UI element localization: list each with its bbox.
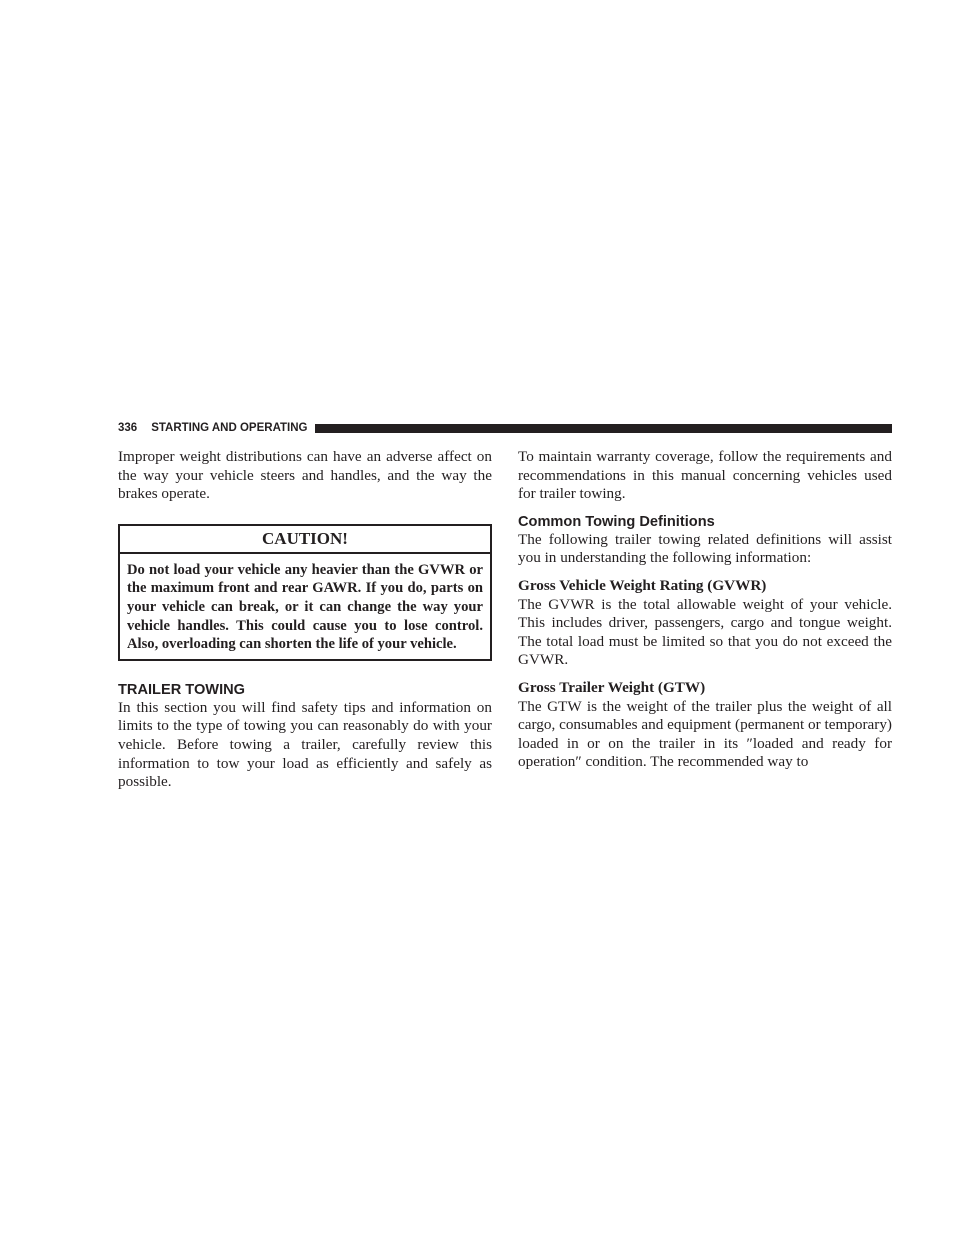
intro-paragraph: Improper weight distributions can have an adverse affect on the way your vehicle steers and handles, and the way the brakes operate.	[118, 448, 492, 503]
definitions-heading: Common Towing Definitions	[518, 513, 715, 530]
page-header	[118, 419, 892, 437]
left-column	[118, 448, 492, 792]
header-rule	[315, 424, 893, 433]
page-number: 336	[118, 422, 138, 434]
definitions-paragraph: The following trailer towing related definitions will assist you in understanding the following information:	[518, 530, 892, 567]
trailer-towing-paragraph: In this section you will find safety tips and information on limits to the type of towing you can reasonably do with your vehicle. Before towing a trailer, carefully review this information to tow your load as efficiently and safely as possible.	[118, 698, 492, 791]
gvwr-heading: Gross Vehicle Weight Rating (GVWR)	[518, 576, 767, 594]
trailer-towing-heading: TRAILER TOWING	[118, 681, 246, 698]
gtw-heading: Gross Trailer Weight (GTW)	[518, 678, 706, 696]
caution-box	[118, 524, 492, 661]
gvwr-paragraph: The GVWR is the total allowable weight of your vehicle. This includes driver, passengers, cargo and tongue weight. The total load must be limited so that you do not exceed the GVWR.	[518, 595, 892, 669]
warranty-paragraph: To maintain warranty coverage, follow the requirements and recommendations in this manual concerning vehicles used for trailer towing.	[518, 448, 892, 503]
caution-title: CAUTION!	[120, 526, 490, 554]
section-title: STARTING AND OPERATING	[151, 422, 308, 434]
gtw-paragraph: The GTW is the weight of the trailer plus the weight of all cargo, consumables and equipment (permanent or temporary) loaded in or on the trailer in its ″loaded and ready for operation″ condition. The recommended way to	[518, 697, 892, 771]
caution-text: Do not load your vehicle any heavier than the GVWR or the maximum front and rear GAWR. If you do, parts on your vehicle can break, or it can change the way your vehicle handles. This could cause you to lose control. Also, overloading can shorten the life of your vehicle.	[127, 561, 483, 653]
right-column	[518, 448, 892, 772]
